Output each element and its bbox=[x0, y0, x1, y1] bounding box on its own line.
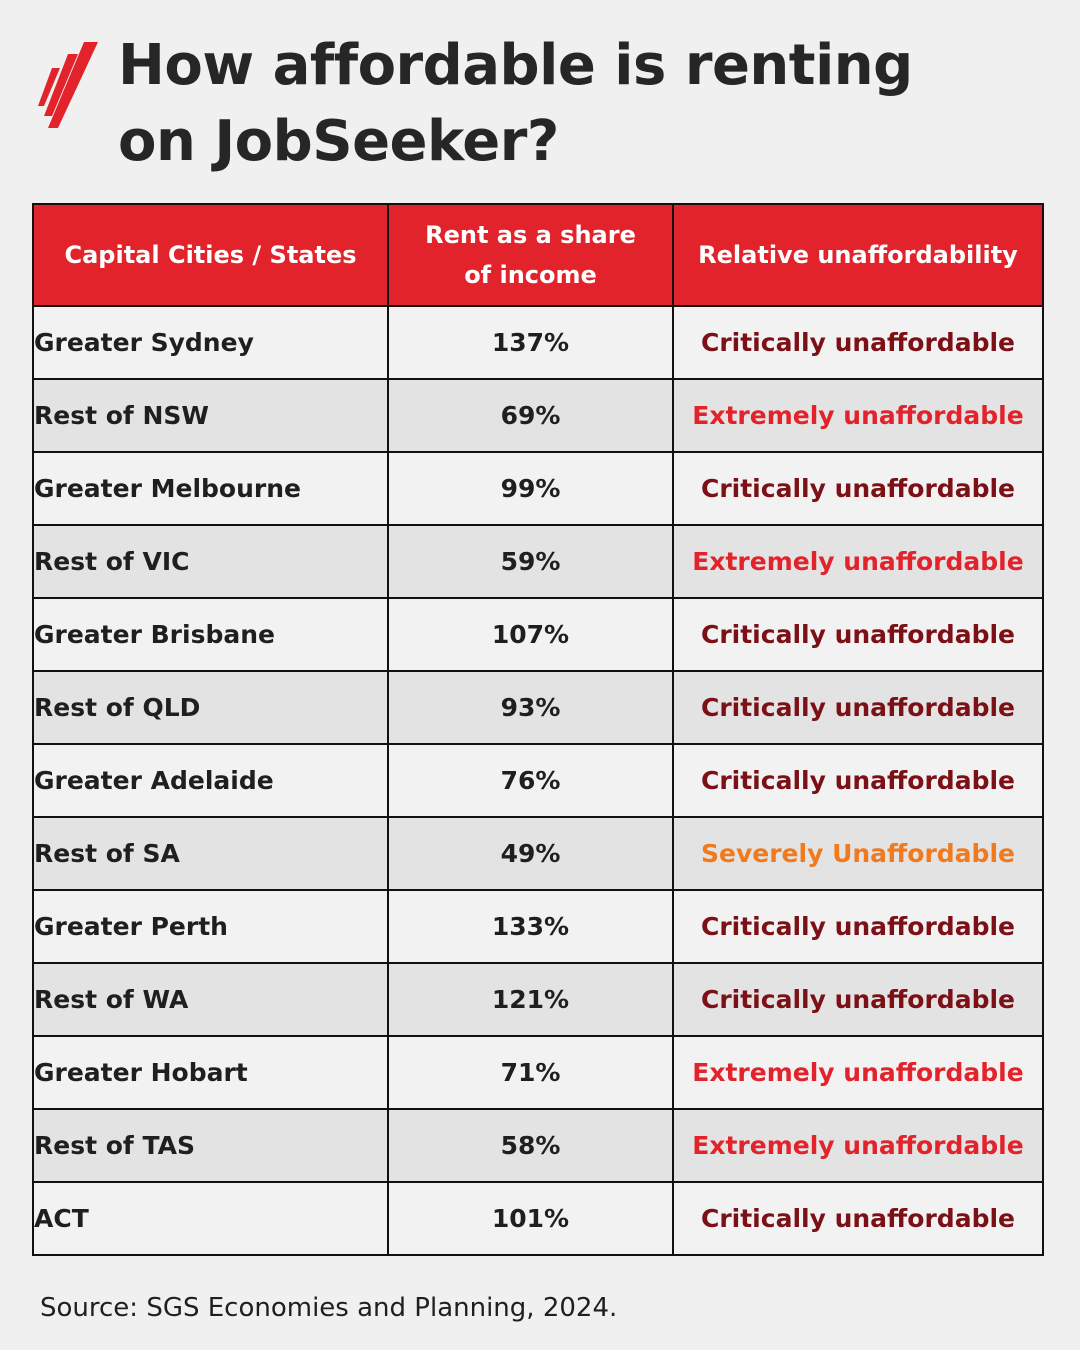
source-note: Source: SGS Economies and Planning, 2024. bbox=[40, 1293, 618, 1323]
title-line-1: How affordable is renting bbox=[118, 33, 913, 98]
rent-share-cell: 71% bbox=[388, 1036, 673, 1109]
region-cell: ACT bbox=[33, 1182, 388, 1255]
affordability-table bbox=[32, 203, 1044, 1256]
rent-share-cell: 121% bbox=[388, 963, 673, 1036]
unaffordability-cell: Critically unaffordable bbox=[673, 306, 1043, 379]
column-header-unaffordability bbox=[673, 204, 1043, 306]
column-header-share-line-2: of income bbox=[464, 261, 597, 289]
table-header-row bbox=[33, 204, 1043, 306]
unaffordability-cell: Extremely unaffordable bbox=[673, 1109, 1043, 1182]
rent-share-cell: 59% bbox=[388, 525, 673, 598]
table-row bbox=[33, 890, 1043, 963]
column-header-share-line-1: Rent as a share bbox=[425, 221, 636, 249]
unaffordability-cell: Critically unaffordable bbox=[673, 452, 1043, 525]
rent-share-cell: 93% bbox=[388, 671, 673, 744]
column-header-region-label: Capital Cities / States bbox=[64, 241, 357, 269]
region-cell: Rest of QLD bbox=[33, 671, 388, 744]
unaffordability-cell: Severely Unaffordable bbox=[673, 817, 1043, 890]
rent-share-cell: 49% bbox=[388, 817, 673, 890]
column-header-region bbox=[33, 204, 388, 306]
unaffordability-cell: Critically unaffordable bbox=[673, 963, 1043, 1036]
region-cell: Greater Adelaide bbox=[33, 744, 388, 817]
table-row bbox=[33, 306, 1043, 379]
unaffordability-cell: Critically unaffordable bbox=[673, 598, 1043, 671]
rent-share-cell: 69% bbox=[388, 379, 673, 452]
table-row bbox=[33, 671, 1043, 744]
table-row bbox=[33, 525, 1043, 598]
table-row bbox=[33, 1036, 1043, 1109]
region-cell: Rest of TAS bbox=[33, 1109, 388, 1182]
column-header-share bbox=[388, 204, 673, 306]
rent-share-cell: 99% bbox=[388, 452, 673, 525]
rent-share-cell: 76% bbox=[388, 744, 673, 817]
rent-share-cell: 101% bbox=[388, 1182, 673, 1255]
rent-share-cell: 137% bbox=[388, 306, 673, 379]
table-row bbox=[33, 817, 1043, 890]
region-cell: Rest of SA bbox=[33, 817, 388, 890]
unaffordability-cell: Extremely unaffordable bbox=[673, 1036, 1043, 1109]
table-body bbox=[33, 306, 1043, 1255]
region-cell: Greater Brisbane bbox=[33, 598, 388, 671]
region-cell: Greater Sydney bbox=[33, 306, 388, 379]
rent-share-cell: 133% bbox=[388, 890, 673, 963]
table-row bbox=[33, 379, 1043, 452]
table-row bbox=[33, 452, 1043, 525]
region-cell: Rest of VIC bbox=[33, 525, 388, 598]
column-header-unaffordability-label: Relative unaffordability bbox=[698, 241, 1018, 269]
page-title bbox=[118, 28, 913, 180]
unaffordability-cell: Extremely unaffordable bbox=[673, 525, 1043, 598]
table-row bbox=[33, 1182, 1043, 1255]
table-row bbox=[33, 1109, 1043, 1182]
table-row bbox=[33, 963, 1043, 1036]
unaffordability-cell: Critically unaffordable bbox=[673, 744, 1043, 817]
region-cell: Greater Melbourne bbox=[33, 452, 388, 525]
unaffordability-cell: Critically unaffordable bbox=[673, 671, 1043, 744]
title-line-2: on JobSeeker? bbox=[118, 109, 559, 174]
region-cell: Greater Hobart bbox=[33, 1036, 388, 1109]
region-cell: Greater Perth bbox=[33, 890, 388, 963]
rent-share-cell: 58% bbox=[388, 1109, 673, 1182]
region-cell: Rest of NSW bbox=[33, 379, 388, 452]
sbs-logo-icon bbox=[38, 40, 102, 132]
table-row bbox=[33, 598, 1043, 671]
unaffordability-cell: Extremely unaffordable bbox=[673, 379, 1043, 452]
rent-share-cell: 107% bbox=[388, 598, 673, 671]
unaffordability-cell: Critically unaffordable bbox=[673, 1182, 1043, 1255]
unaffordability-cell: Critically unaffordable bbox=[673, 890, 1043, 963]
region-cell: Rest of WA bbox=[33, 963, 388, 1036]
table-row bbox=[33, 744, 1043, 817]
